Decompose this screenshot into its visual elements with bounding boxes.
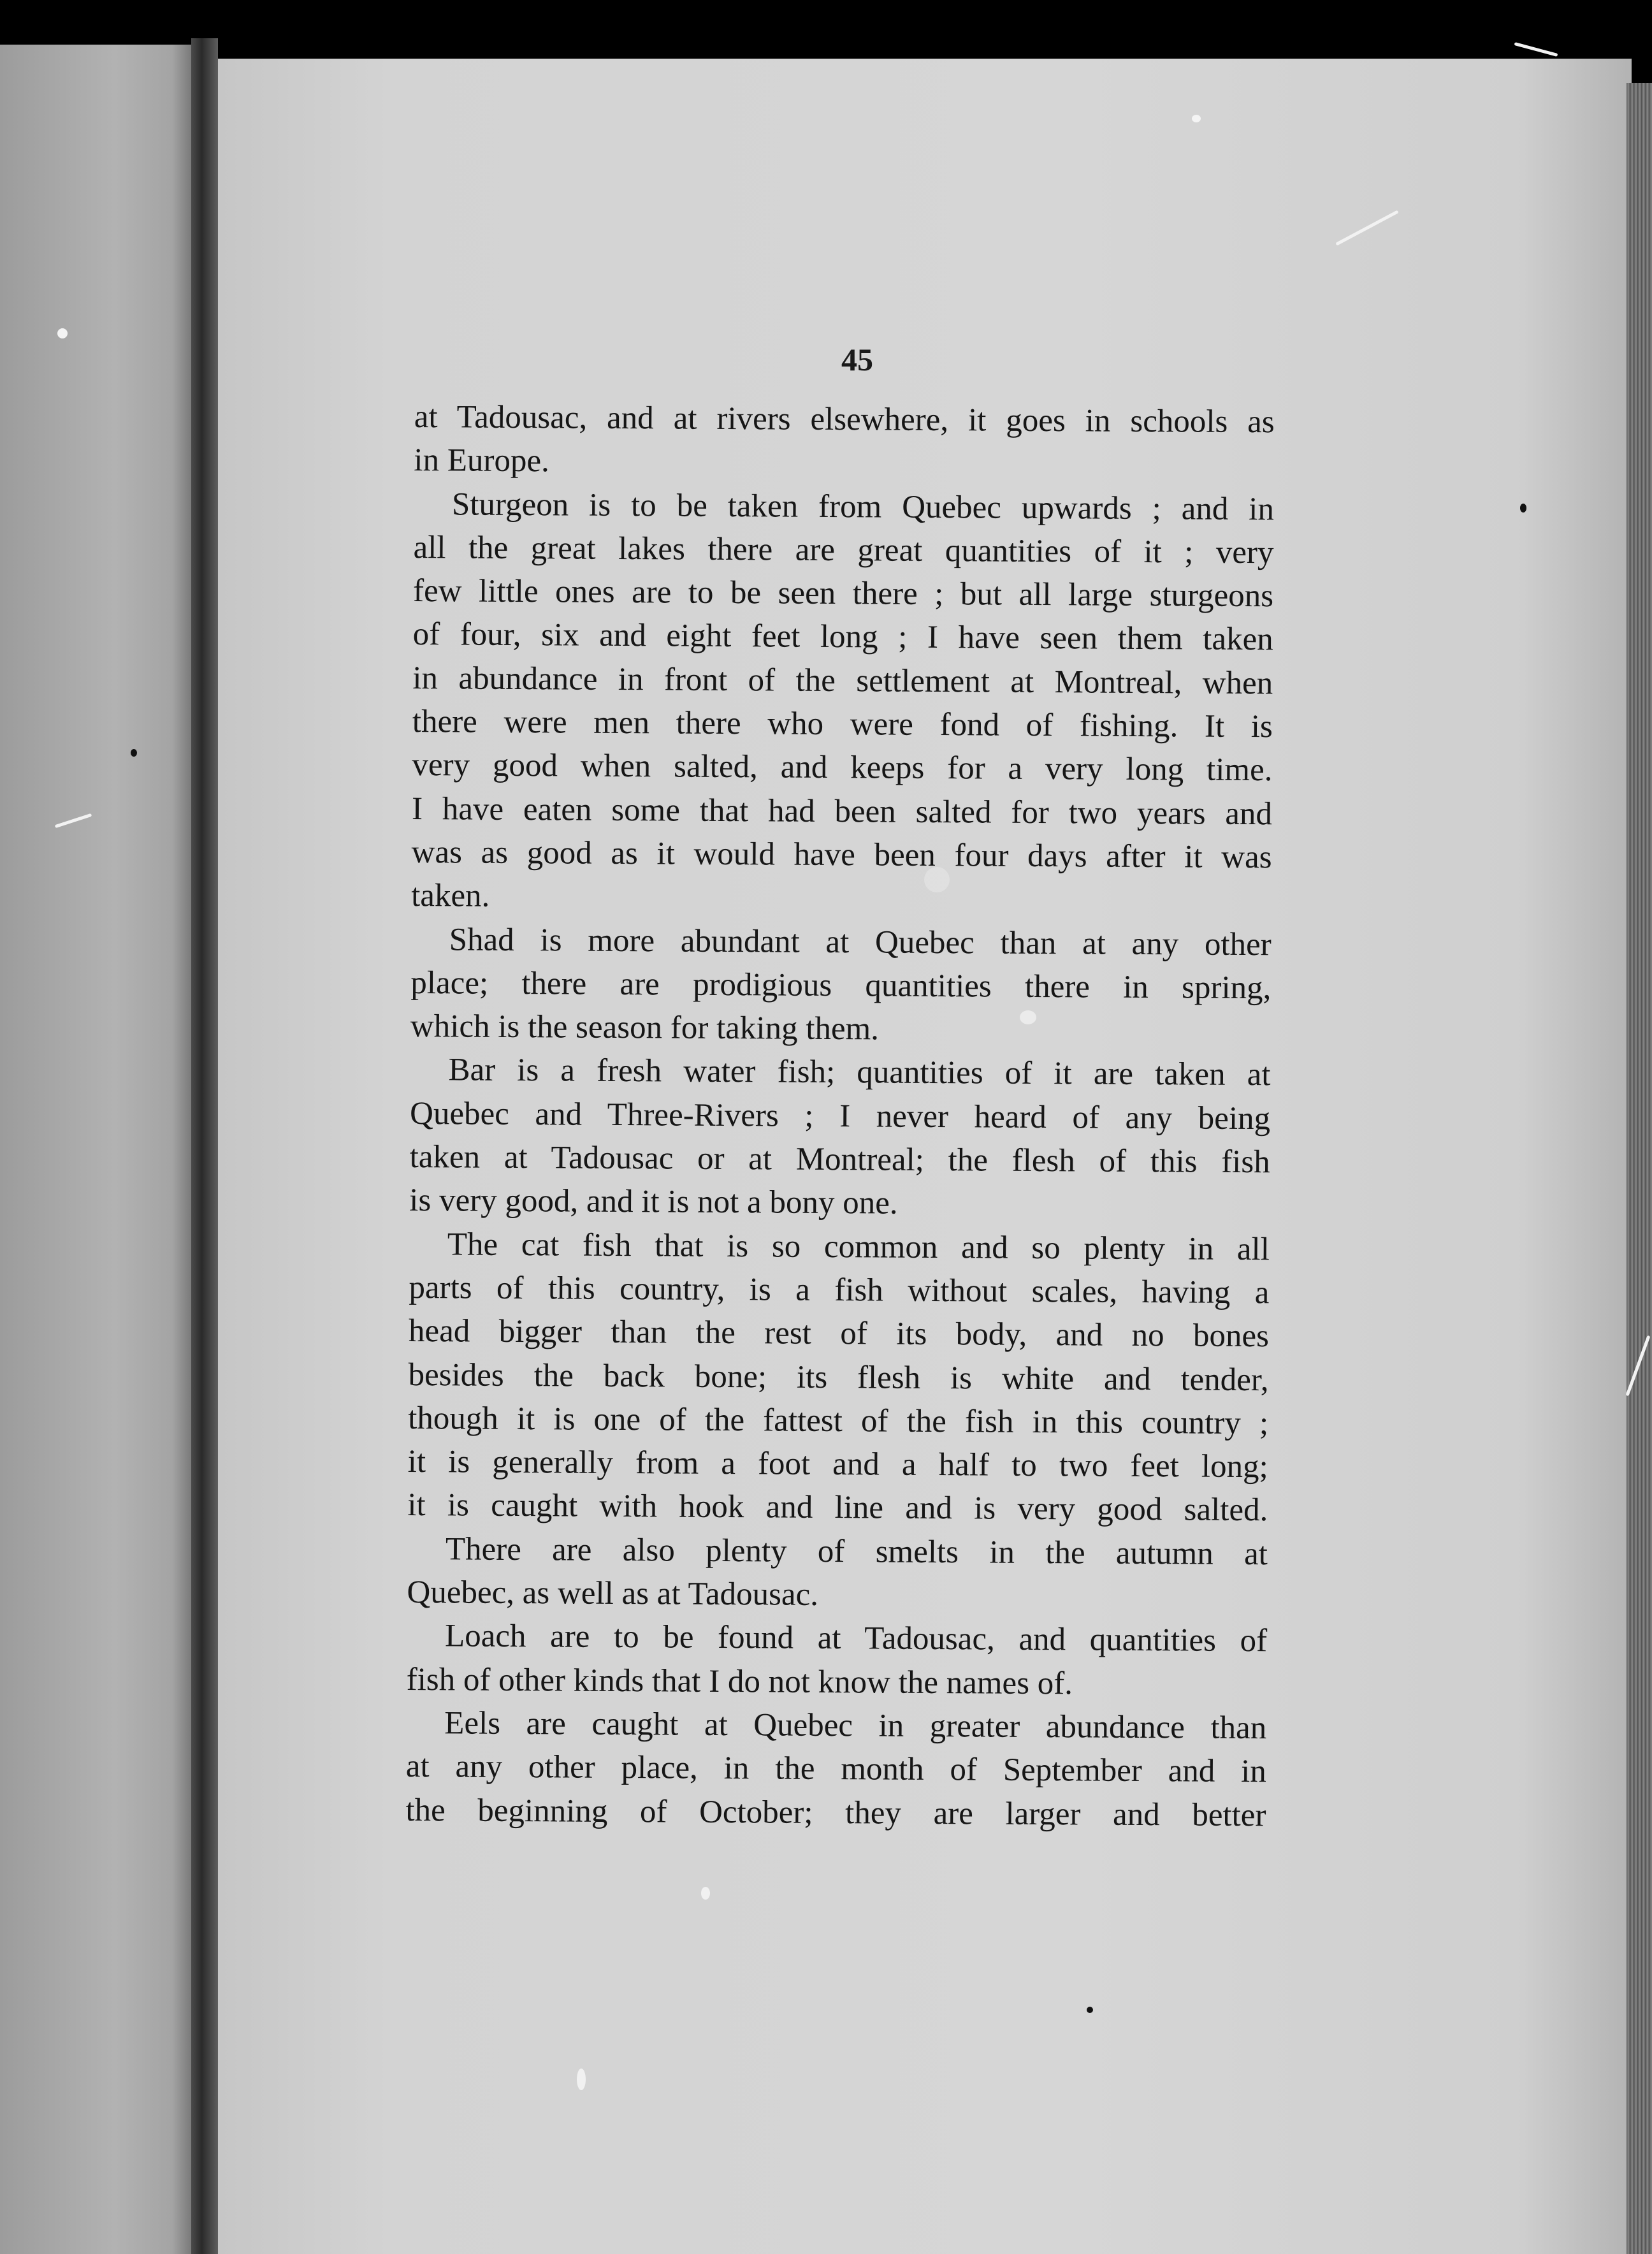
text-line: Quebec and Three-Rivers ; I never heard of any being	[409, 1095, 1271, 1137]
book-gutter	[191, 38, 218, 2254]
dust-speck	[131, 749, 137, 757]
page-body-text	[405, 395, 1275, 1837]
text-line: taken at Tadousac or at Montreal; the flesh of this fish	[409, 1139, 1270, 1181]
text-line: of four, six and eight feet long ; I have seen them taken	[412, 616, 1273, 658]
text-line: at Tadousac, and at rivers elsewhere, it goes in schools as	[414, 398, 1275, 440]
text-line: in abundance in front of the settlement at Montreal, when	[412, 660, 1273, 702]
text-line: which is the season for taking them.	[410, 1008, 880, 1047]
text-line: the beginning of October; they are larger and better	[405, 1792, 1266, 1833]
text-line: Eels are caught at Quebec in greater abundance than	[444, 1705, 1267, 1747]
dust-speck	[1520, 504, 1526, 513]
dust-speck	[57, 328, 68, 338]
dust-speck	[1192, 115, 1201, 122]
text-line: taken.	[411, 878, 490, 915]
dust-speck	[577, 2069, 586, 2090]
text-line: Bar is a fresh water fish; quantities of it are taken at	[448, 1052, 1271, 1093]
text-line: very good when salted, and keeps for a very long time.	[412, 747, 1273, 789]
text-line: it is generally from a foot and a half to two feet long;	[407, 1444, 1268, 1485]
text-line: at any other place, in the month of September and in	[405, 1749, 1267, 1790]
page-number: 45	[841, 342, 873, 377]
text-line: though it is one of the fattest of the fish in this country ;	[408, 1400, 1269, 1442]
text-line: was as good as it would have been four days after it was	[411, 834, 1272, 876]
text-line: place; there are prodigious quantities there in spring,	[410, 964, 1272, 1007]
text-line: Sturgeon is to be taken from Quebec upwards ; and in	[451, 486, 1275, 527]
left-page-edge	[0, 45, 191, 2254]
dust-speck	[701, 1887, 710, 1900]
text-line: besides the back bone; its flesh is white and tender,	[408, 1356, 1269, 1398]
text-line: it is caught with hook and line and is very good salted.	[407, 1487, 1268, 1529]
text-line: parts of this country, is a fish without scales, having a	[409, 1269, 1270, 1311]
text-line: Shad is more abundant at Quebec than at any other	[449, 921, 1272, 963]
text-line: The cat fish that is so common and so plenty in all	[447, 1226, 1270, 1267]
text-line: Quebec, as well as at Tadousac.	[407, 1574, 819, 1613]
text-line: There are also plenty of smelts in the autumn at	[445, 1531, 1268, 1572]
text-line: in Europe.	[414, 442, 549, 479]
text-line: Loach are to be found at Tadousac, and quantities of	[444, 1618, 1268, 1659]
text-line: there were men there who were fond of fishing. It is	[412, 704, 1273, 745]
text-line: I have eaten some that had been salted for two years and	[411, 790, 1273, 832]
text-line: few little ones are to be seen there ; but all large sturgeons	[412, 573, 1274, 614]
scan-scratch	[1514, 42, 1558, 57]
text-line: is very good, and it is not a bony one.	[409, 1182, 898, 1222]
text-line: head bigger than the rest of its body, and no bones	[408, 1313, 1270, 1355]
text-line: all the great lakes there are great quantities of it ; very	[413, 529, 1274, 571]
dust-speck	[1087, 2007, 1093, 2013]
text-line: fish of other kinds that I do not know the names of.	[406, 1661, 1073, 1701]
page-stack-edge	[1627, 83, 1652, 2254]
